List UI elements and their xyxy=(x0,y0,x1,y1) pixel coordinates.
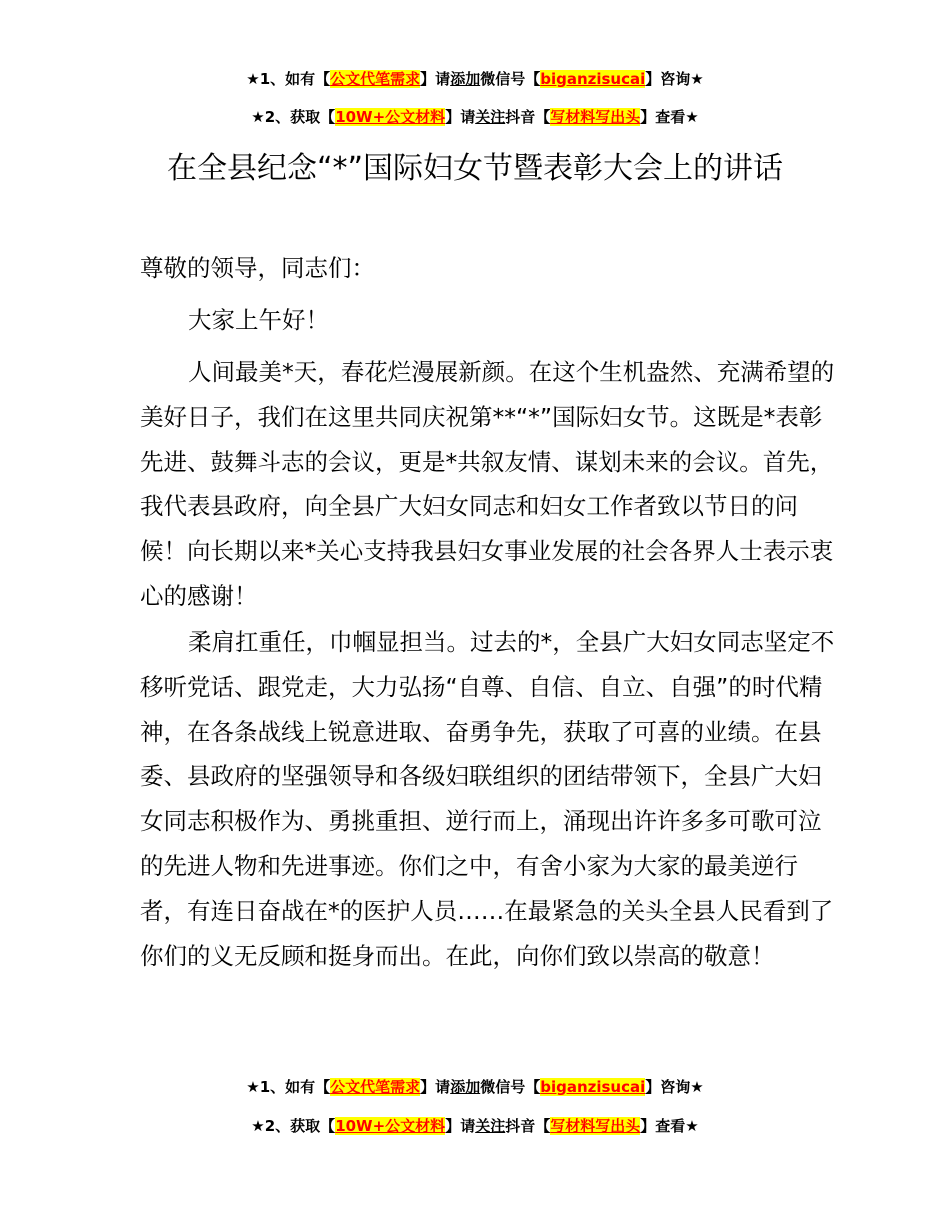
banner-text: 】请 xyxy=(445,108,476,126)
banner-text: 】请 xyxy=(420,1078,451,1096)
promo-banner-bottom-line-2 xyxy=(0,1115,950,1137)
promo-banner-bottom-line-1 xyxy=(0,1076,950,1098)
banner-text: 】查看★ xyxy=(640,1117,699,1135)
highlight-materials: 10W+公文材料 xyxy=(335,108,446,126)
highlight-materials: 10W+公文材料 xyxy=(335,1117,446,1135)
promo-banner-top-line-1 xyxy=(0,68,950,90)
body-paragraph: 人间最美*天，春花烂漫展新颜。在这个生机盎然、充满希望的美好日子，我们在这里共同庆祝第**“*”国际妇女节。这既是*表彰先进、鼓舞斗志的会议，更是*共叙友情、谋划未来的会议。首先，我代表县政府，向全县广大妇女同志和妇女工作者致以节日的问候！向长期以来*关心支持我县妇女事业发展的社会各界人士表示衷心的感谢！ xyxy=(140,358,835,610)
underlined-text: 添加 xyxy=(450,1078,481,1096)
banner-text: 】查看★ xyxy=(640,108,699,126)
banner-text: 微信号【 xyxy=(480,70,541,88)
banner-text: ★2、获取【 xyxy=(251,1117,336,1135)
banner-text: ★2、获取【 xyxy=(251,108,336,126)
underlined-text: 添加 xyxy=(450,70,481,88)
highlight-douyin-account: 写材料写出头 xyxy=(550,108,641,126)
promo-banner-top-line-2 xyxy=(0,106,950,128)
highlight-wechat-id: biganzisucai xyxy=(540,1078,646,1096)
banner-text: ★1、如有【 xyxy=(246,1078,331,1096)
highlight-wechat-id: biganzisucai xyxy=(540,70,646,88)
underlined-text: 关注 xyxy=(475,1117,506,1135)
banner-text: 】请 xyxy=(445,1117,476,1135)
greeting: 大家上午好！ xyxy=(188,306,329,334)
highlight-service: 公文代笔需求 xyxy=(330,70,421,88)
salutation: 尊敬的领导，同志们： xyxy=(140,254,375,282)
banner-text: 】请 xyxy=(420,70,451,88)
document-title: 在全县纪念“*”国际妇女节暨表彰大会上的讲话 xyxy=(166,151,784,186)
body-paragraph: 柔肩扛重任，巾帼显担当。过去的*，全县广大妇女同志坚定不移听党话、跟党走，大力弘扬“自尊、自信、自立、自强”的时代精神，在各条战线上锐意进取、奋勇争先，获取了可喜的业绩。在县委、县政府的坚强领导和各级妇联组织的团结带领下，全县广大妇女同志积极作为、勇挑重担、逆行而上，涌现出许许多多可歌可泣的先进人物和先进事迹。你们之中，有舍小家为大家的最美逆行者，有连日奋战在*的医护人员……在最紧急的关头全县人民看到了你们的义无反顾和挺身而出。在此，向你们致以崇高的敬意！ xyxy=(140,628,835,970)
underlined-text: 关注 xyxy=(475,108,506,126)
banner-text: ★1、如有【 xyxy=(246,70,331,88)
banner-text: 】咨询★ xyxy=(645,1078,704,1096)
highlight-service: 公文代笔需求 xyxy=(330,1078,421,1096)
banner-text: 微信号【 xyxy=(480,1078,541,1096)
banner-text: 抖音【 xyxy=(505,108,551,126)
banner-text: 】咨询★ xyxy=(645,70,704,88)
banner-text: 抖音【 xyxy=(505,1117,551,1135)
highlight-douyin-account: 写材料写出头 xyxy=(550,1117,641,1135)
